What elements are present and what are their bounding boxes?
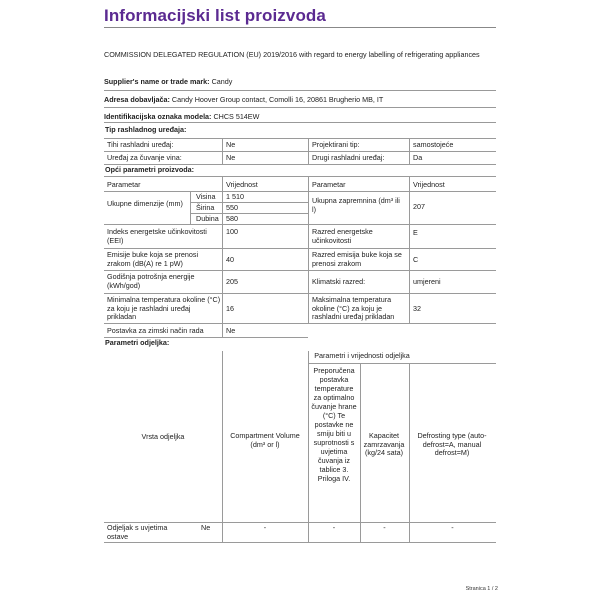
divider (104, 122, 496, 123)
noise-value: 40 (226, 255, 234, 264)
class-value: E (413, 228, 418, 237)
regulation-text: COMMISSION DELEGATED REGULATION (EU) 2019/2016 with regard to energy labelling of refrigerating appliances (104, 50, 480, 59)
col-type-header: Vrsta odjeljka (141, 432, 185, 441)
supplier-value: Candy (211, 77, 233, 86)
model-label: Identifikacijska oznaka modela: (104, 112, 212, 121)
page-title: Informacijski list proizvoda (104, 6, 326, 25)
divider (104, 107, 496, 108)
page-number: Stranica 1 / 2 (465, 586, 498, 592)
other-label: Drugi rashladni uređaj: (312, 153, 385, 162)
pantry-row-temp: - (332, 523, 336, 532)
address-label: Adresa dobavljača: (104, 95, 170, 104)
model-line (104, 112, 496, 121)
winter-value: Ne (226, 326, 236, 335)
noise-class-value: C (413, 255, 419, 264)
col-temp-header: Preporučena postavka temperature za optimalno čuvanje hrane (°C) Te postavke ne smiju biti u suprotnosti s uvjetima čuvanja iz tablice 3. Priloga IV. (311, 366, 357, 483)
silent-label: Tihi rashladni uređaj: (107, 140, 174, 149)
design-type-value: samostojeće (413, 140, 454, 149)
dims-label: Ukupne dimenzije (mm) (107, 199, 183, 208)
compartment-group-header: Parametri i vrijednosti odjeljka (314, 351, 410, 360)
eei-label: Indeks energetske učinkovitosti (EEI) (107, 227, 207, 245)
pantry-row-label: Odjeljak s uvjetima ostave (107, 523, 168, 541)
annual-label: Godišnja potrošnja energije (kWh/god) (107, 272, 195, 290)
silent-value: Ne (226, 140, 236, 149)
address-value: Candy Hoover Group contact, Comolli 16, 20861 Brugherio MB, IT (171, 95, 384, 104)
class-label: Razred energetske učinkovitosti (312, 227, 373, 245)
design-type-label: Projektirani tip: (312, 140, 360, 149)
pantry-row-capacity: - (383, 523, 386, 532)
min-temp-label: Minimalna temperatura okoline (°C) za koju je rashladni uređaj prikladan (107, 295, 221, 322)
col-volume-header: Compartment Volume (dm³ or l) (230, 431, 300, 449)
climate-label: Klimatski razred: (312, 277, 366, 286)
dim-name: Širina (196, 203, 215, 212)
col-capacity-header: Kapacitet zamrzavanja (kg/24 sata) (363, 431, 405, 458)
max-temp-value: 32 (413, 304, 421, 313)
noise-class-label: Razred emisija buke koja se prenosi zrakom (312, 250, 402, 268)
title-rule (104, 27, 496, 28)
wine-label: Uređaj za čuvanje vina: (107, 153, 182, 162)
dim-name: Dubina (196, 214, 219, 223)
param-header-left: Parametar (107, 180, 141, 189)
compartment-section-heading: Parametri odjeljka: (105, 338, 170, 347)
min-temp-value: 16 (226, 304, 234, 313)
value-header-right: Vrijednost (413, 180, 445, 189)
col-defrost-header: Defrosting type (auto-defrost=A, manual defrost=M) (417, 431, 487, 458)
supplier-line (104, 77, 496, 86)
model-value: CHCS 514EW (213, 112, 260, 121)
param-header-right: Parametar (312, 180, 346, 189)
pantry-row-volume: - (263, 523, 267, 532)
noise-label: Emisije buke koja se prenosi zrakom (dB(A) re 1 pW) (107, 250, 199, 268)
value-header-left: Vrijednost (226, 180, 258, 189)
dim-value: 550 (226, 203, 238, 212)
address-line (104, 95, 496, 104)
other-value: Da (413, 153, 423, 162)
dim-name: Visina (196, 192, 216, 201)
supplier-label: Supplier's name or trade mark: (104, 77, 210, 86)
type-section-heading: Tip rashladnog uređaja: (105, 125, 187, 134)
pantry-row-defrost: - (451, 523, 454, 532)
eei-value: 100 (226, 227, 238, 236)
pantry-row-present: Ne (201, 523, 211, 532)
volume-value: 207 (413, 202, 425, 211)
annual-value: 205 (226, 277, 238, 286)
general-section-heading: Opći parametri proizvoda: (105, 165, 195, 174)
climate-value: umjereni (413, 277, 441, 286)
max-temp-label: Maksimalna temperatura okoline (°C) za koju je rashladni uređaj prikladan (312, 295, 395, 322)
dim-value: 1 510 (226, 192, 244, 201)
volume-label: Ukupna zapremnina (dm³ ili l) (312, 196, 400, 214)
winter-label: Postavka za zimski način rada (107, 326, 204, 335)
wine-value: Ne (226, 153, 236, 162)
dim-value: 580 (226, 214, 238, 223)
divider (104, 90, 496, 91)
